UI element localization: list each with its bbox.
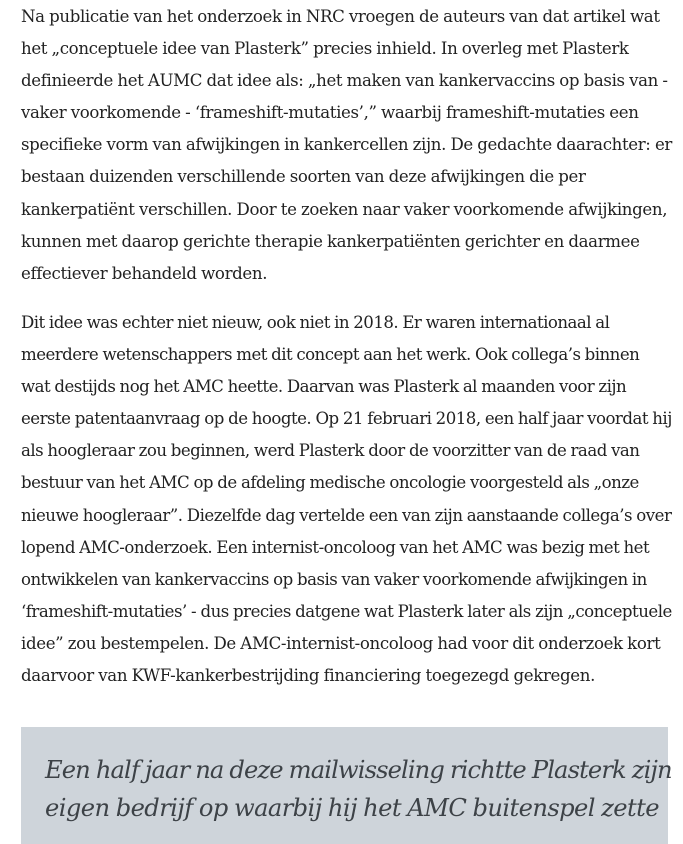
pull-quote-line: eigen bedrijf op waarbij hij het AMC buitenspel zette <box>45 794 659 822</box>
paragraph-line: wat destijds nog het AMC heette. Daarvan was Plasterk al maanden voor zijn <box>21 377 627 397</box>
paragraph-line: nieuwe hoogleraar”. Diezelfde dag vertelde een van zijn aanstaande collega’s over <box>21 505 672 525</box>
article-paragraph <box>21 307 672 692</box>
paragraph-line: Na publicatie van het onderzoek in NRC vroegen de auteurs van dat artikel wat <box>21 7 660 26</box>
paragraph-line: lopend AMC-onderzoek. Een internist-oncoloog van het AMC was bezig met het <box>21 537 650 557</box>
paragraph-line: als hoogleraar zou beginnen, werd Plasterk door de voorzitter van de raad van <box>21 441 640 461</box>
paragraph-line: idee” zou bestempelen. De AMC-internist-oncoloog had voor dit onderzoek kort <box>21 633 661 653</box>
pull-quote <box>21 727 672 844</box>
paragraph-line: kunnen met daarop gerichte therapie kankerpatiënten gerichter en daarmee <box>21 231 640 251</box>
paragraph-line: eerste patentaanvraag op de hoogte. Op 21 februari 2018, een half jaar voordat hij <box>21 409 672 429</box>
paragraph-line: definieerde het AUMC dat idee als: „het maken van kankervaccins op basis van - <box>21 71 668 91</box>
pull-quote-text <box>45 751 672 827</box>
paragraph-line: vaker voorkomende - ‘frameshift-mutaties’,” waarbij frameshift-mutaties een <box>21 103 639 123</box>
paragraph-line: ontwikkelen van kankervaccins op basis van vaker voorkomende afwijkingen in <box>21 569 647 589</box>
paragraph-line: ‘frameshift-mutaties’ - dus precies datgene wat Plasterk later als zijn „conceptuele <box>21 601 672 621</box>
paragraph-line: Dit idee was echter niet nieuw, ook niet in 2018. Er waren internationaal al <box>21 313 610 332</box>
paragraph-line: meerdere wetenschappers met dit concept aan het werk. Ook collega’s binnen <box>21 345 640 365</box>
paragraph-line: daarvoor van KWF-kankerbestrijding financiering toegezegd gekregen. <box>21 666 596 686</box>
paragraph-line: bestuur van het AMC op de afdeling medische oncologie voorgesteld als „onze <box>21 473 639 493</box>
paragraph-line: kankerpatiënt verschillen. Door te zoeken naar vaker voorkomende afwijkingen, <box>21 199 668 219</box>
paragraph-line: specifieke vorm van afwijkingen in kankercellen zijn. De gedachte daarachter: er <box>21 135 672 155</box>
article-paragraph <box>21 1 672 290</box>
paragraph-line: effectiever behandeld worden. <box>21 263 268 283</box>
paragraph-line: bestaan duizenden verschillende soorten van deze afwijkingen die per <box>21 167 586 187</box>
pull-quote-line: Een half jaar na deze mailwisseling richtte Plasterk zijn <box>45 756 672 784</box>
paragraph-line: het „conceptuele idee van Plasterk” precies inhield. In overleg met Plasterk <box>21 39 629 59</box>
